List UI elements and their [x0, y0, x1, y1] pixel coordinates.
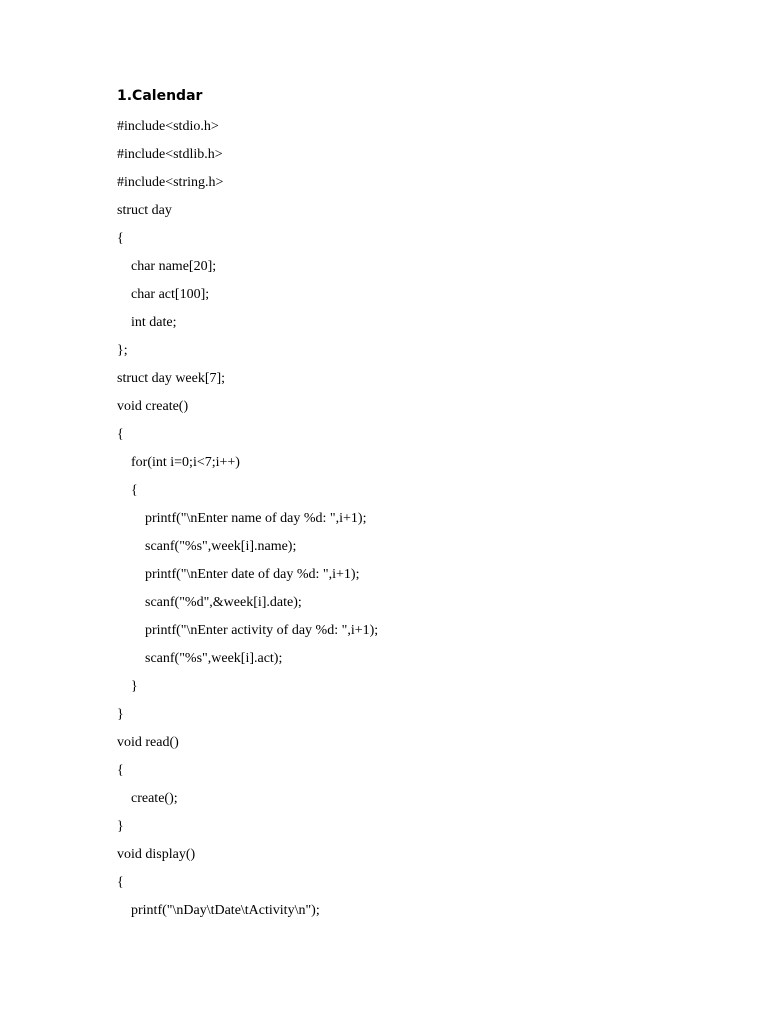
code-line: #include<stdio.h>: [117, 119, 219, 134]
code-line: {: [117, 231, 124, 246]
code-line: printf("\nEnter date of day %d: ",i+1);: [117, 567, 360, 582]
code-line: void create(): [117, 399, 189, 414]
code-line: scanf("%s",week[i].act);: [117, 651, 283, 666]
code-line: }: [117, 679, 138, 694]
code-line: {: [117, 427, 124, 442]
code-line: }: [117, 707, 124, 722]
code-line: {: [117, 763, 124, 778]
code-line: {: [117, 483, 138, 498]
code-line: printf("\nEnter activity of day %d: ",i+1);: [117, 623, 379, 638]
code-line: };: [117, 343, 128, 358]
code-line: void display(): [117, 847, 196, 862]
code-line: {: [117, 875, 124, 890]
code-line: #include<stdlib.h>: [117, 147, 223, 162]
code-line: printf("\nEnter name of day %d: ",i+1);: [117, 511, 367, 526]
code-listing: [117, 118, 378, 930]
code-line: for(int i=0;i<7;i++): [117, 455, 240, 470]
code-line: create();: [117, 791, 178, 806]
code-line: char act[100];: [117, 287, 210, 302]
code-line: char name[20];: [117, 259, 217, 274]
code-line: void read(): [117, 735, 179, 750]
code-line: scanf("%d",&week[i].date);: [117, 595, 302, 610]
document-heading: 1.Calendar: [117, 88, 203, 104]
code-line: int date;: [117, 315, 177, 330]
code-line: #include<string.h>: [117, 175, 224, 190]
code-line: scanf("%s",week[i].name);: [117, 539, 297, 554]
code-line: printf("\nDay\tDate\tActivity\n");: [117, 903, 320, 918]
code-line: struct day week[7];: [117, 371, 226, 386]
code-line: struct day: [117, 203, 172, 218]
code-line: }: [117, 819, 124, 834]
